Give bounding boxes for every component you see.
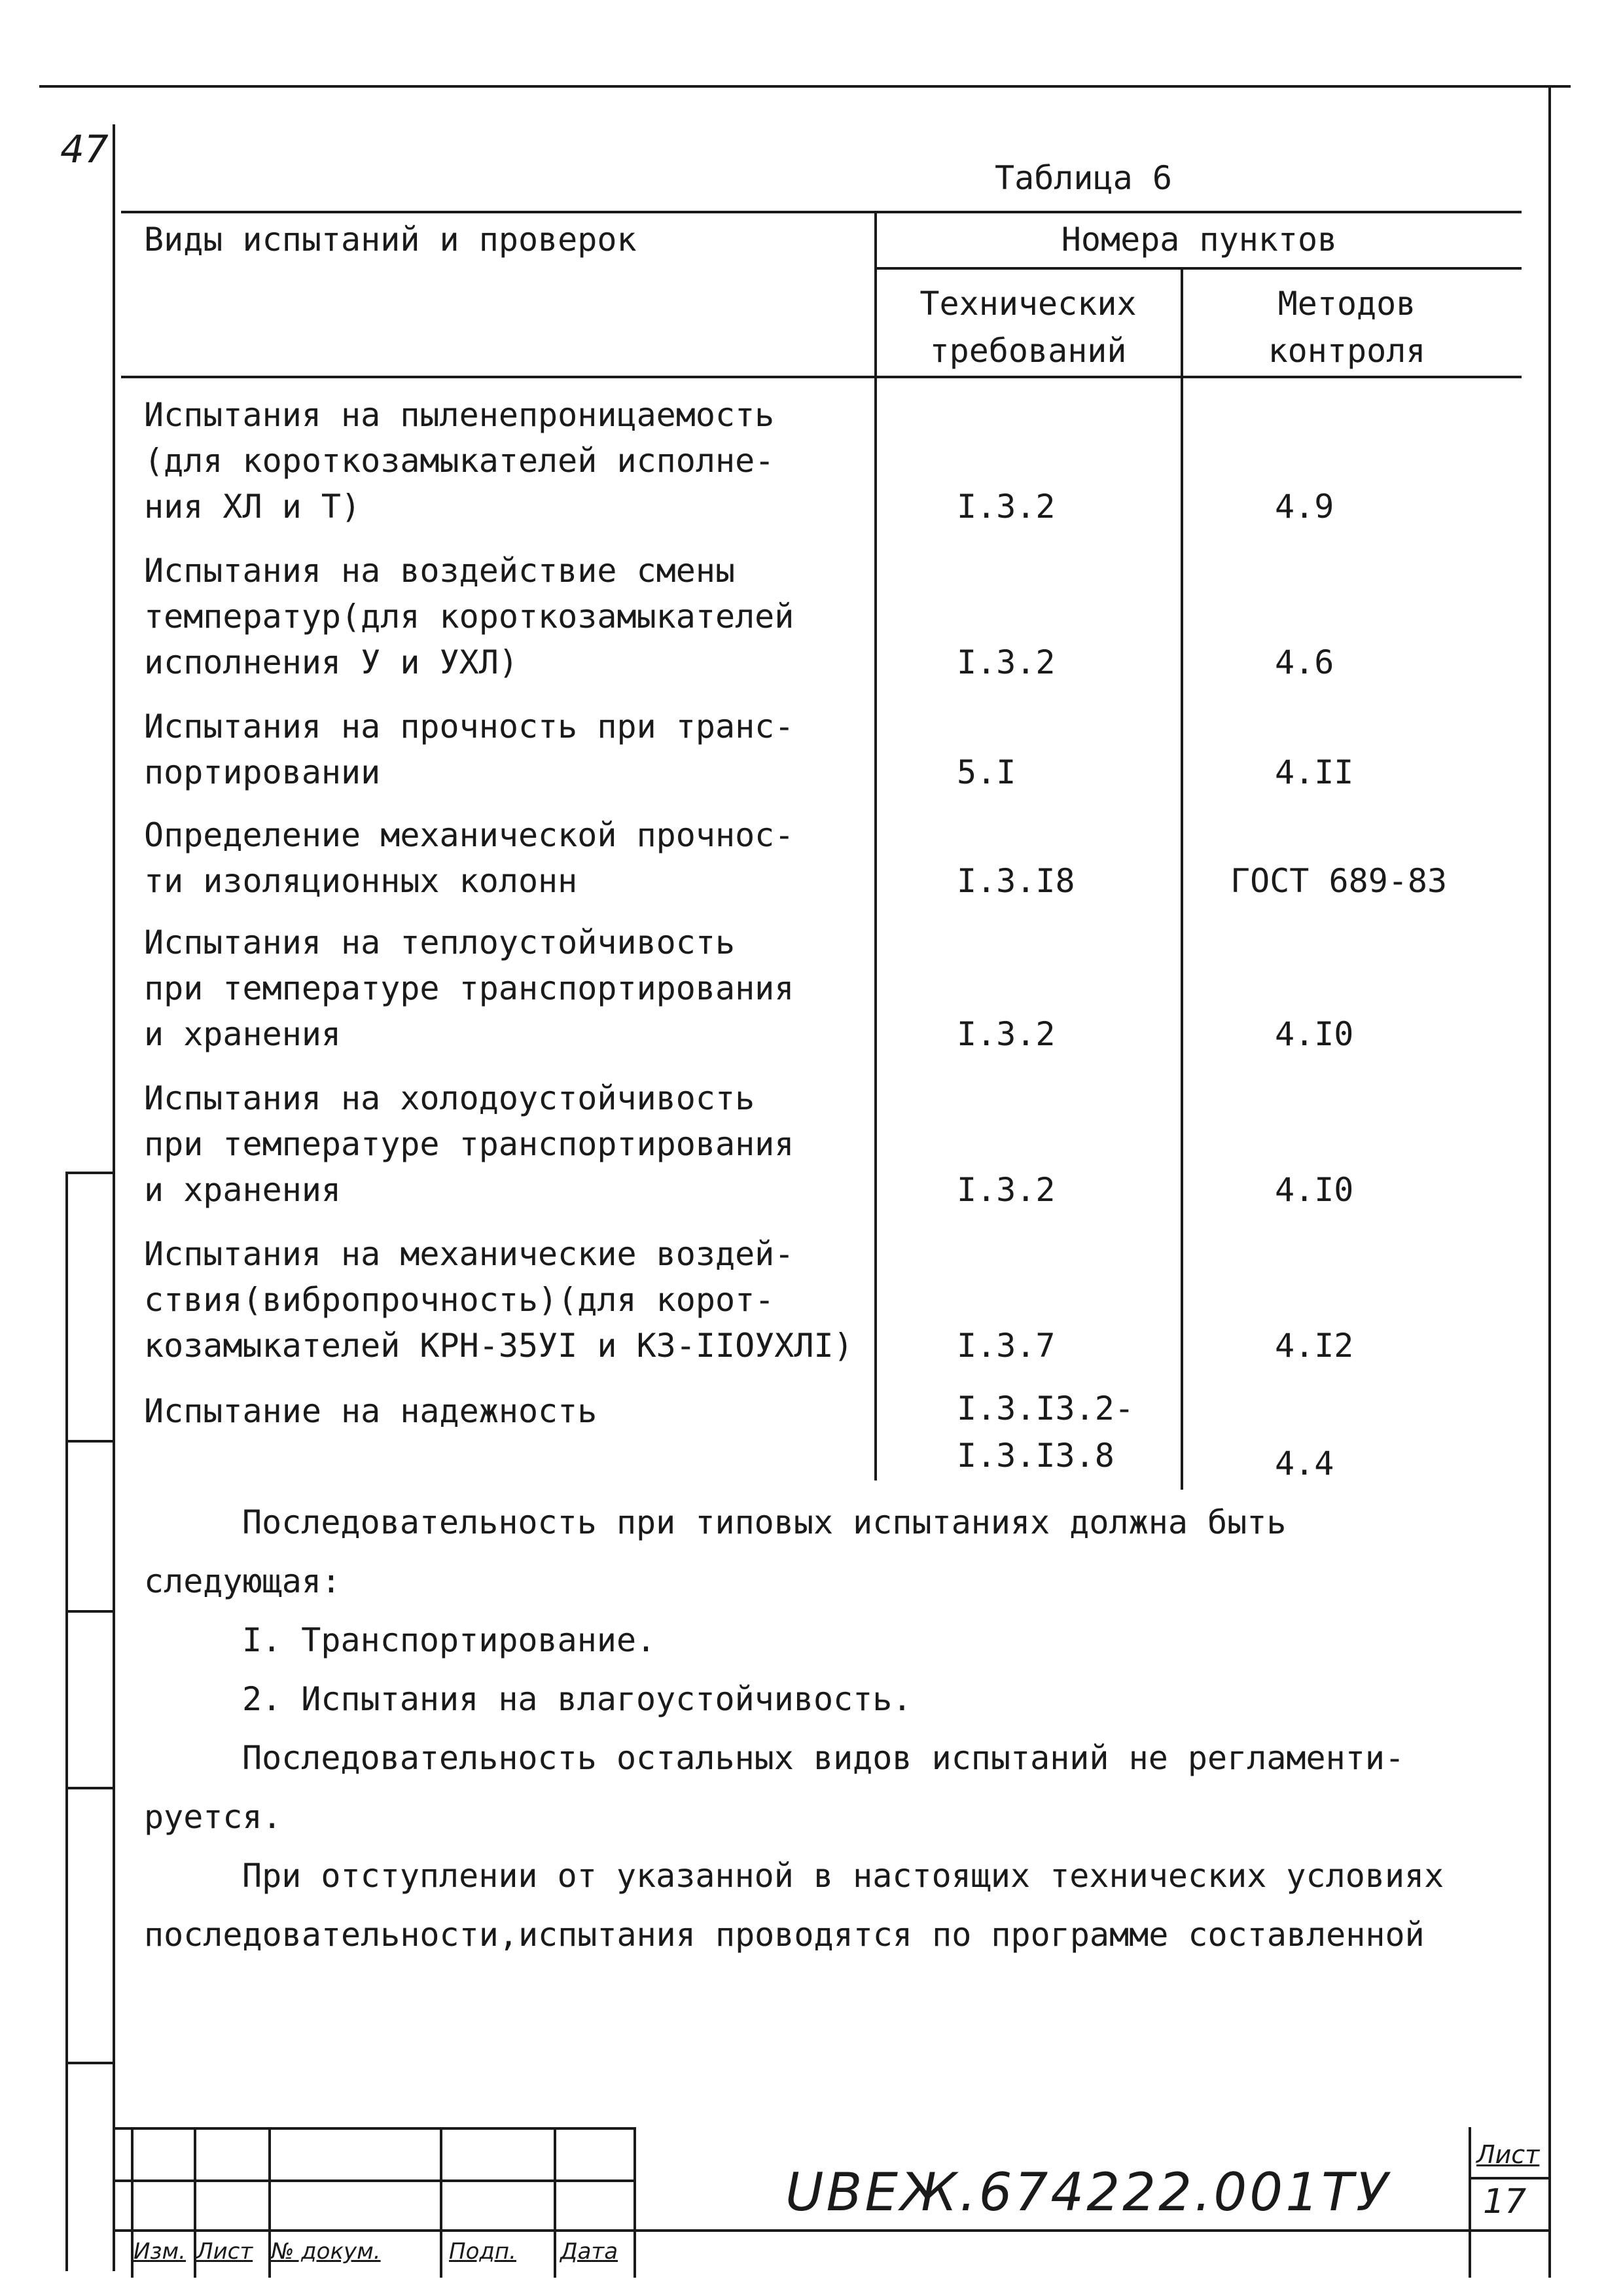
frame-top-border <box>39 85 1571 88</box>
stamp-bottom-line <box>113 2229 1551 2232</box>
table-row-5-name-2: при температуре транспортирования <box>144 969 794 1007</box>
table-row-1-method: 4.9 <box>1275 488 1334 526</box>
stamp-label-sheet: Лист <box>196 2238 253 2265</box>
table-header-group: Номера пунктов <box>1061 221 1338 259</box>
paragraph-3-line-2: последовательности,испытания проводятся по программе составленной <box>144 1916 1425 1954</box>
frame-right-border <box>1548 85 1551 2278</box>
table-row-2-name-2: температур(для короткозамыкателей <box>144 598 794 636</box>
table-row-1-tech: I.3.2 <box>957 488 1056 526</box>
table-row-3-tech: 5.I <box>957 753 1016 791</box>
paragraph-3-line-1: При отступлении от указанной в настоящих технических условиях <box>242 1857 1444 1895</box>
document-code: UBEЖ.674222.001ТУ <box>785 2162 1391 2223</box>
stamp-label-change: Изм. <box>134 2238 186 2265</box>
table-row-2-tech: I.3.2 <box>957 643 1056 681</box>
stamp-top-line <box>113 2127 636 2130</box>
table-row-2-name-3: исполнения У и УХЛ) <box>144 643 518 681</box>
table-row-6-tech: I.3.2 <box>957 1171 1056 1209</box>
table-row-1-name-1: Испытания на пыленепроницаемость <box>144 396 775 434</box>
table-row-7-name-1: Испытания на механические воздей- <box>144 1235 794 1273</box>
table-row-6-name-2: при температуре транспортирования <box>144 1125 794 1163</box>
table-row-8-name-1: Испытание на надежность <box>144 1392 597 1430</box>
table-row-7-method: 4.I2 <box>1275 1327 1354 1365</box>
table-col-divider-1 <box>874 211 877 1480</box>
table-row-1-name-3: ния ХЛ и Т) <box>144 488 361 526</box>
table-subheader-line <box>876 267 1522 270</box>
table-row-4-name-2: ти изоляционных колонн <box>144 862 578 900</box>
table-row-7-name-3: козамыкателей КРН-35УI и КЗ-IIОУХЛI) <box>144 1327 853 1365</box>
stamp-sheet-col <box>1469 2127 1471 2278</box>
table-row-7-name-2: ствия(вибропрочность)(для корот- <box>144 1281 775 1319</box>
table-row-8-tech-1: I.3.I3.2- <box>957 1390 1134 1427</box>
table-row-4-tech: I.3.I8 <box>957 862 1075 900</box>
table-header-bottom-line <box>121 376 1522 378</box>
table-row-5-method: 4.I0 <box>1275 1015 1354 1053</box>
frame-left-border <box>113 124 115 2271</box>
binding-strip-div-5 <box>65 2062 114 2064</box>
binding-strip-outer-line <box>65 1172 68 2271</box>
table-row-5-name-1: Испытания на теплоустойчивость <box>144 924 736 961</box>
stamp-col-4 <box>440 2127 442 2278</box>
binding-strip-div-3 <box>65 1610 114 1613</box>
stamp-sheet-divider <box>1469 2177 1551 2179</box>
stamp-col-6 <box>633 2127 636 2278</box>
paragraph-1-line-1: Последовательность при типовых испытаниях должна быть <box>242 1503 1287 1541</box>
table-row-5-tech: I.3.2 <box>957 1015 1056 1053</box>
stamp-label-doc-number: № докум. <box>271 2238 381 2265</box>
binding-strip-div-4 <box>65 1787 114 1789</box>
stamp-sheet-label: Лист <box>1476 2140 1540 2169</box>
table-row-6-name-1: Испытания на холодоустойчивость <box>144 1079 755 1117</box>
stamp-sheet-number: 17 <box>1483 2182 1527 2221</box>
table-row-3-name-1: Испытания на прочность при транс- <box>144 708 794 745</box>
table-row-2-name-1: Испытания на воздействие смены <box>144 552 736 590</box>
table-row-6-method: 4.I0 <box>1275 1171 1354 1209</box>
table-caption: Таблица 6 <box>995 159 1172 197</box>
stamp-mid-line <box>113 2179 636 2182</box>
table-row-5-name-3: и хранения <box>144 1015 342 1053</box>
table-row-4-name-1: Определение механической прочнос- <box>144 816 794 854</box>
table-header-tech-1: Технических <box>919 285 1137 323</box>
table-row-3-method: 4.II <box>1275 753 1354 791</box>
binding-strip-div-2 <box>65 1440 114 1443</box>
table-row-6-name-3: и хранения <box>144 1171 342 1209</box>
table-header-name: Виды испытаний и проверок <box>144 221 637 259</box>
corner-page-number: 47 <box>60 127 109 171</box>
table-col-divider-2 <box>1181 267 1183 1490</box>
table-row-1-name-2: (для короткозамыкателей исполне- <box>144 442 775 480</box>
table-header-tech-2: требований <box>929 332 1127 370</box>
table-row-8-method: 4.4 <box>1275 1444 1334 1482</box>
table-header-method-2: контроля <box>1268 332 1426 370</box>
paragraph-2-line-1: Последовательность остальных видов испытаний не регламенти- <box>242 1739 1405 1777</box>
stamp-label-date: Дата <box>560 2238 618 2265</box>
table-header-method-1: Методов <box>1277 285 1416 323</box>
table-row-7-tech: I.3.7 <box>957 1327 1056 1365</box>
paragraph-2-line-2: руется. <box>144 1798 282 1836</box>
table-header-top-line <box>121 211 1522 213</box>
table-row-2-method: 4.6 <box>1275 643 1334 681</box>
table-row-4-method: ГОСТ 689-83 <box>1230 862 1448 900</box>
stamp-label-signature: Подп. <box>449 2238 516 2265</box>
binding-strip-div-1 <box>65 1172 114 1174</box>
list-item-2: 2. Испытания на влагоустойчивость. <box>242 1680 912 1718</box>
stamp-col-5 <box>554 2127 556 2278</box>
table-row-8-tech-2: I.3.I3.8 <box>957 1437 1115 1475</box>
list-item-1: I. Транспортирование. <box>242 1621 656 1659</box>
paragraph-1-line-2: следующая: <box>144 1562 342 1600</box>
table-row-3-name-2: портировании <box>144 753 381 791</box>
